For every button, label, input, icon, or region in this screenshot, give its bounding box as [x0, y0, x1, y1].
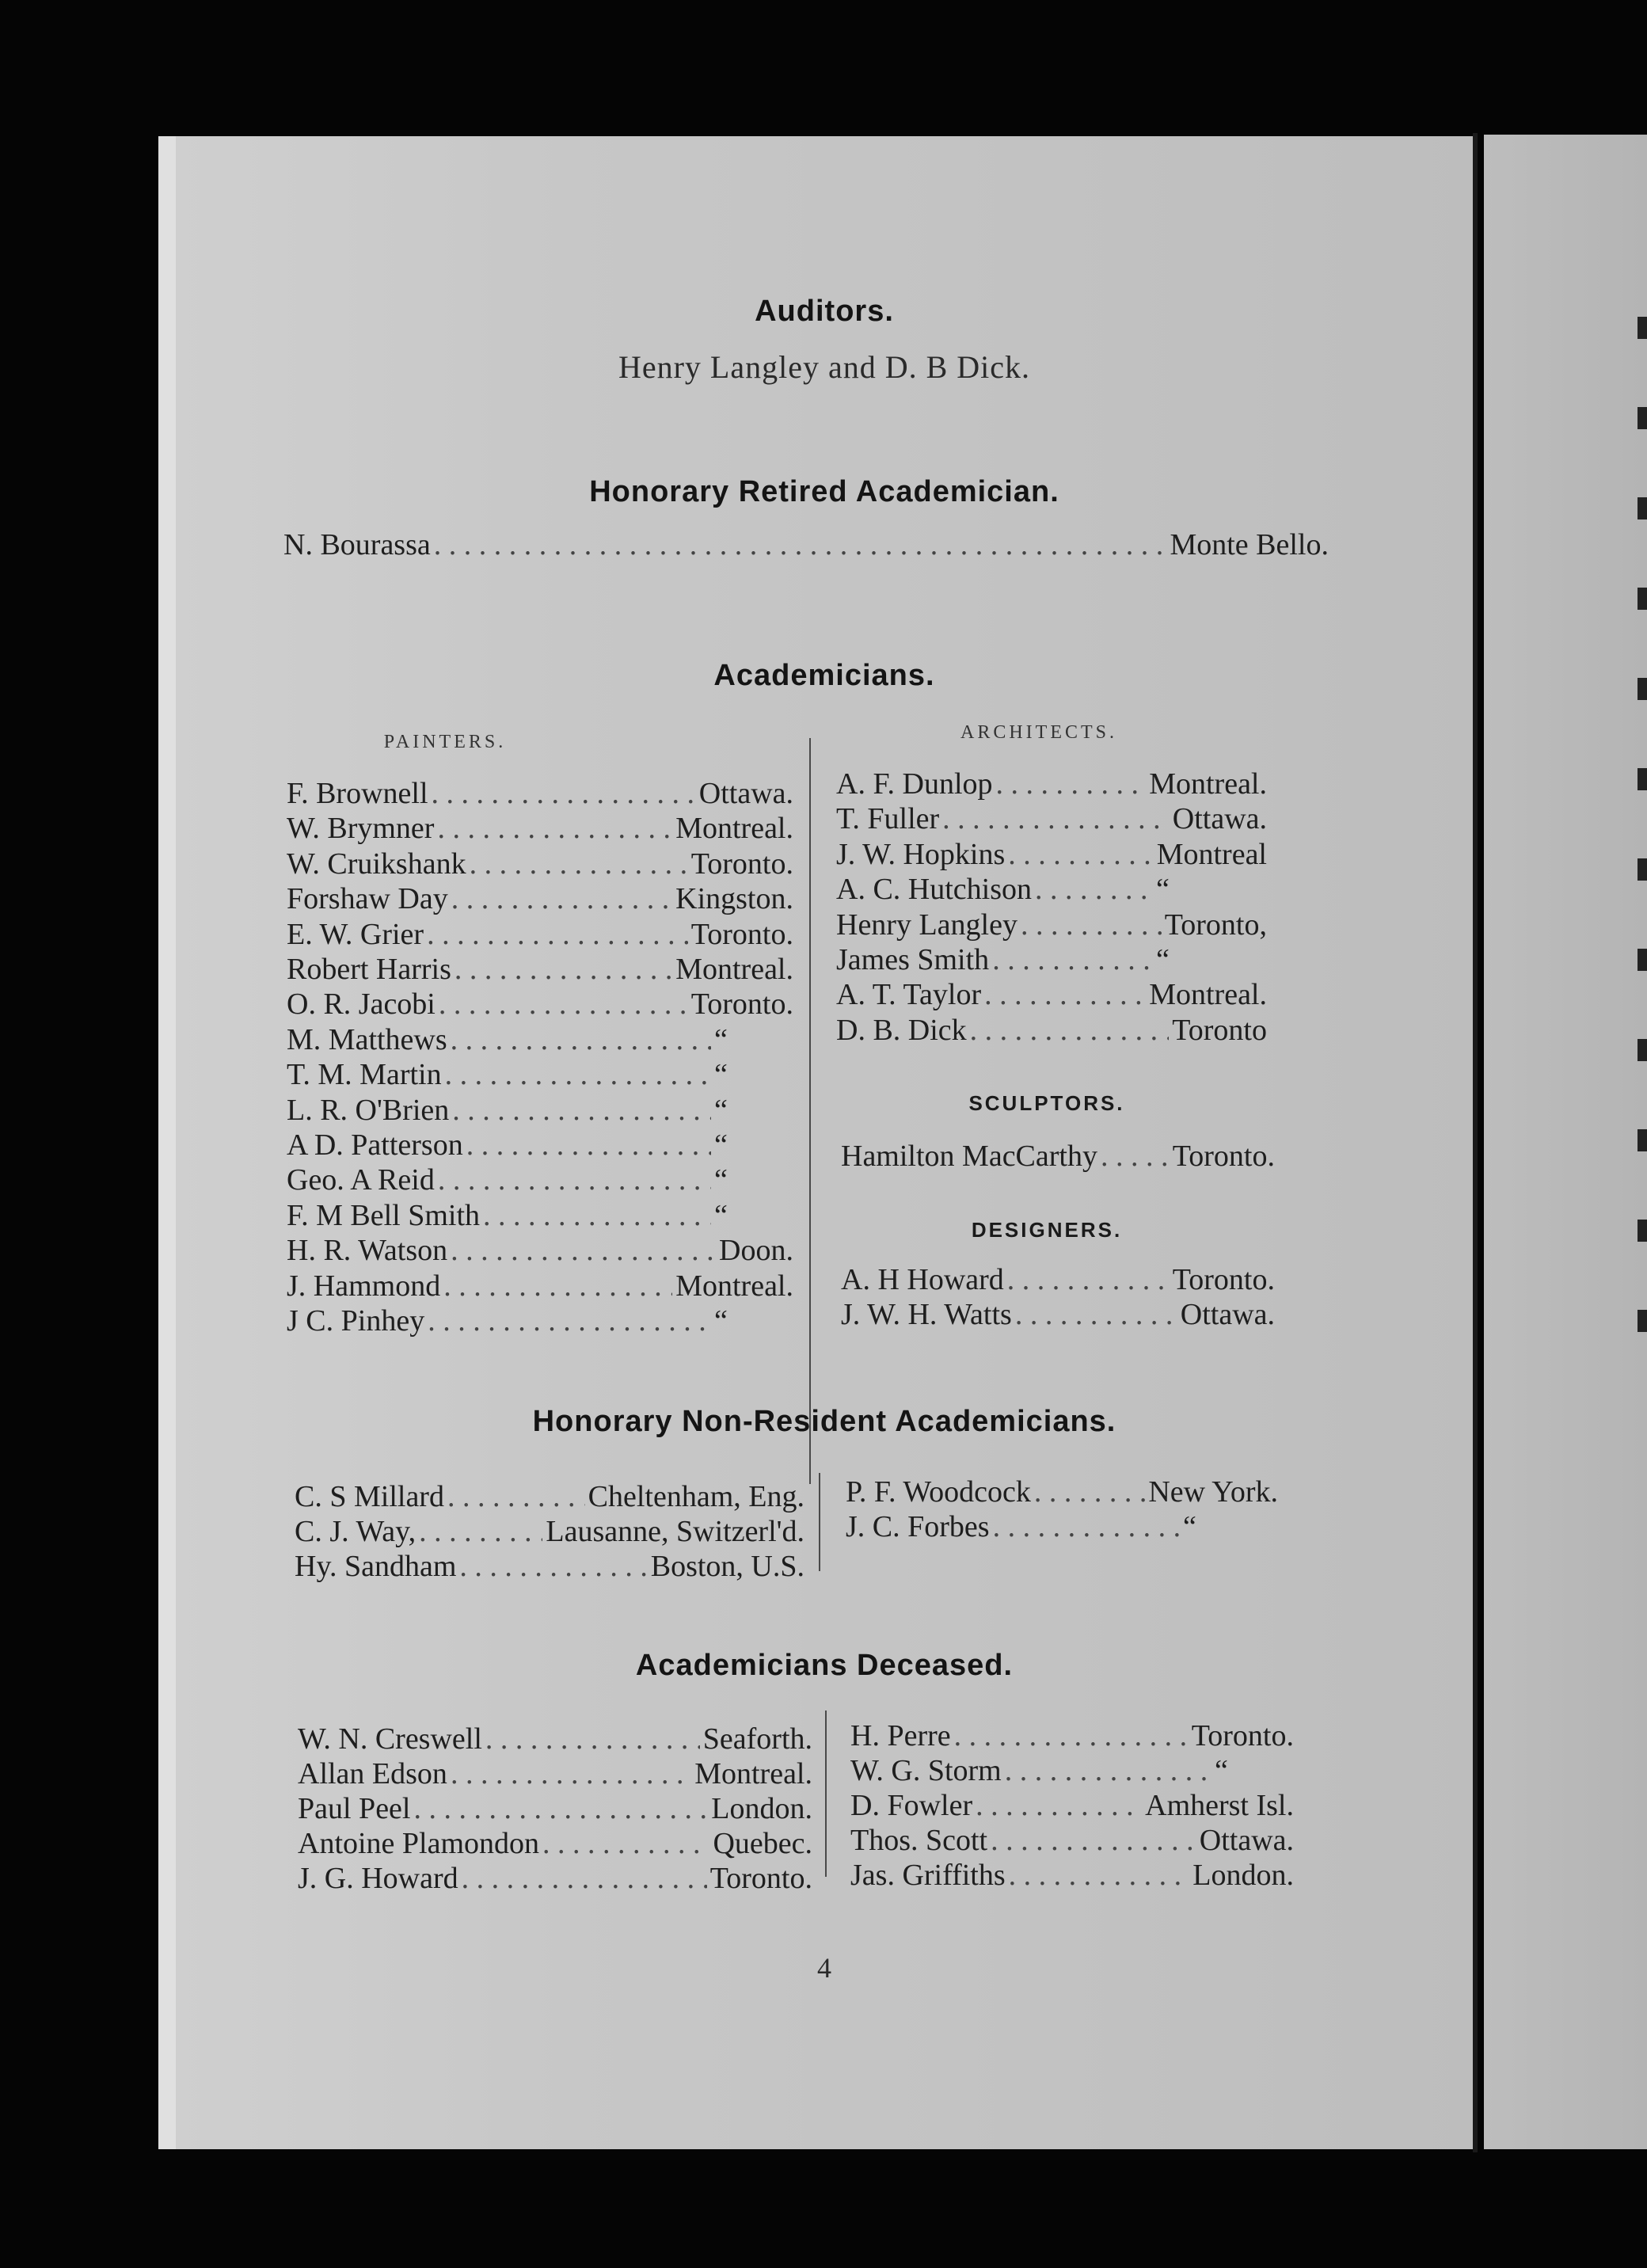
entry-name: J. C. Forbes — [846, 1510, 990, 1543]
entry-name: E. W. Grier — [287, 917, 424, 951]
leader-dots — [462, 1861, 707, 1896]
entry-name: Thos. Scott — [850, 1824, 988, 1857]
entry-name: J. W. Hopkins — [836, 837, 1006, 871]
list-item — [850, 1858, 1294, 1893]
list-item — [841, 1297, 1275, 1332]
list-item — [836, 872, 1267, 907]
entry-name: H. R. Watson — [287, 1234, 448, 1268]
leader-dots — [419, 1514, 542, 1549]
list-item — [836, 837, 1267, 872]
list-item — [836, 908, 1267, 942]
list-item — [850, 1823, 1294, 1858]
column-divider — [819, 1473, 820, 1571]
leader-dots — [447, 1479, 585, 1514]
entry-place: Montreal. — [675, 812, 793, 846]
entry-place: New York. — [1148, 1475, 1278, 1509]
document-page — [158, 136, 1473, 2149]
entry-place: Montreal. — [1149, 767, 1267, 801]
list-item — [287, 1128, 793, 1163]
leader-dots — [976, 1788, 1142, 1823]
leader-dots — [459, 1549, 647, 1584]
entry-name: M. Matthews — [287, 1022, 447, 1056]
leader-dots — [996, 767, 1147, 801]
entry-place: “ — [1156, 873, 1170, 907]
entry-name: Geo. A Reid — [287, 1163, 435, 1197]
list-item — [850, 1788, 1294, 1823]
entry-name: C. J. Way, — [295, 1515, 417, 1548]
entry-place: London. — [1192, 1859, 1294, 1892]
entry-place: Montreal. — [694, 1757, 812, 1790]
deceased-title: Academicians Deceased. — [635, 1649, 1014, 1682]
list-item — [850, 1718, 1294, 1753]
entry-place: Toronto, — [1164, 908, 1267, 942]
entry-name: W. Brymner — [287, 812, 435, 846]
leader-dots — [991, 1823, 1196, 1858]
entry-place: Toronto. — [690, 987, 793, 1022]
leader-dots — [542, 1826, 709, 1861]
leader-dots — [439, 987, 688, 1022]
list-item — [841, 1139, 1275, 1174]
list-item — [836, 1013, 1267, 1048]
entry-name: A D. Patterson — [287, 1128, 463, 1162]
list-item — [298, 1861, 812, 1896]
entry-place: Toronto. — [1191, 1719, 1294, 1752]
list-item — [298, 1756, 812, 1791]
leader-dots — [443, 1269, 672, 1303]
entry-place: “ — [714, 1058, 728, 1092]
entry-name: Forshaw Day — [287, 882, 448, 916]
entry-name: J. Hammond — [287, 1269, 441, 1303]
entry-name: Allan Edson — [298, 1757, 447, 1790]
leader-dots — [485, 1722, 700, 1756]
leader-dots — [1007, 1262, 1170, 1297]
sculptors-heading: SCULPTORS. — [968, 1091, 1125, 1115]
entry-name: N. Bourassa — [283, 528, 431, 561]
entry-place: Boston, U.S. — [650, 1550, 804, 1583]
list-item — [836, 977, 1267, 1012]
list-item — [287, 1093, 793, 1128]
leader-dots — [432, 776, 696, 811]
entry-place: Ottawa. — [1172, 802, 1267, 836]
entry-place: Kingston. — [675, 882, 793, 916]
entry-name: D. Fowler — [850, 1789, 973, 1822]
architects-heading: ARCHITECTS. — [960, 722, 1117, 743]
leader-dots — [1101, 1139, 1170, 1174]
leader-dots — [434, 527, 1167, 562]
entry-name: F. Brownell — [287, 777, 428, 810]
leader-dots — [451, 1756, 691, 1791]
entry-name: James Smith — [836, 943, 990, 976]
entry-name: A. H Howard — [841, 1263, 1004, 1296]
page-gutter — [1473, 133, 1478, 2152]
entry-name: J C. Pinhey — [287, 1304, 425, 1338]
entry-place: Toronto. — [690, 847, 793, 881]
list-item — [836, 767, 1267, 801]
list-item — [841, 1262, 1275, 1297]
leader-dots — [437, 811, 672, 846]
list-item — [295, 1549, 804, 1584]
list-item — [287, 917, 793, 952]
leader-dots — [427, 917, 688, 952]
entry-name: Hy. Sandham — [295, 1550, 457, 1583]
list-item — [850, 1753, 1294, 1788]
entry-name: A. T. Taylor — [836, 978, 982, 1012]
entry-place: London. — [711, 1792, 812, 1825]
list-item — [846, 1475, 1278, 1509]
entry-place: Montreal. — [675, 1269, 793, 1303]
entry-place: Monte Bello. — [1170, 528, 1329, 561]
list-item — [287, 952, 793, 987]
leader-dots — [466, 1128, 711, 1163]
leader-dots — [984, 977, 1146, 1012]
leader-dots — [1015, 1297, 1177, 1332]
entry-name: Hamilton MacCarthy — [841, 1140, 1097, 1173]
entry-place: Toronto. — [690, 917, 793, 951]
list-item — [298, 1791, 812, 1826]
entry-place: Seaforth. — [702, 1722, 812, 1756]
painters-heading: PAINTERS. — [383, 732, 507, 752]
leader-dots — [1008, 837, 1153, 872]
entry-name: H. Perre — [850, 1719, 951, 1752]
leader-dots — [470, 847, 688, 881]
leader-dots — [1021, 908, 1162, 942]
list-item — [287, 1022, 793, 1057]
list-item — [287, 1163, 793, 1197]
honorary-retired-title: Honorary Retired Academician. — [589, 475, 1059, 508]
list-item — [295, 1514, 804, 1549]
leader-dots — [954, 1718, 1189, 1753]
entry-name: Robert Harris — [287, 953, 451, 986]
leader-dots — [413, 1791, 708, 1826]
entry-place: Toronto. — [1172, 1263, 1275, 1296]
list-item — [287, 881, 793, 916]
designers-heading: DESIGNERS. — [971, 1218, 1123, 1242]
list-item — [298, 1826, 812, 1861]
entry-place: Montreal — [1156, 837, 1267, 871]
leader-dots — [445, 1057, 711, 1092]
entry-place: Montreal. — [1149, 978, 1267, 1012]
entry-place: Quebec. — [713, 1827, 812, 1860]
entry-name: Paul Peel — [298, 1792, 411, 1825]
entry-name: F. M Bell Smith — [287, 1198, 481, 1232]
entry-place: Ottawa. — [698, 777, 793, 810]
leader-dots — [428, 1303, 711, 1338]
leader-dots — [1034, 1475, 1145, 1509]
column-divider — [825, 1711, 827, 1877]
entry-place: “ — [714, 1304, 728, 1338]
entry-place: Toronto. — [709, 1862, 812, 1895]
entry-name: L. R. O'Brien — [287, 1093, 450, 1127]
entry-place: Toronto — [1172, 1013, 1267, 1047]
entry-name: A. F. Dunlop — [836, 767, 993, 801]
leader-dots — [455, 952, 672, 987]
entry-name: O. R. Jacobi — [287, 987, 436, 1022]
entry-place: Cheltenham, Eng. — [588, 1480, 804, 1513]
entry-name: J. G. Howard — [298, 1862, 458, 1895]
leader-dots — [451, 881, 672, 916]
entry-place: Ottawa. — [1180, 1298, 1275, 1332]
leader-dots — [942, 801, 1170, 836]
entry-name: T. Fuller — [836, 802, 940, 836]
entry-name: Antoine Plamondon — [298, 1827, 540, 1860]
list-item — [287, 811, 793, 846]
facing-page — [1484, 135, 1647, 2149]
list-item — [298, 1722, 812, 1756]
leader-dots — [1035, 872, 1153, 907]
list-item — [287, 987, 793, 1022]
entry-place: Lausanne, Switzerl'd. — [546, 1515, 804, 1548]
entry-place: “ — [714, 1022, 728, 1056]
entry-name: A. C. Hutchison — [836, 873, 1032, 907]
list-item — [836, 801, 1267, 836]
leader-dots — [1005, 1753, 1211, 1788]
leader-dots — [483, 1198, 711, 1233]
list-item — [283, 527, 1329, 562]
entry-place: “ — [714, 1093, 728, 1127]
list-item — [287, 1269, 793, 1303]
list-item — [846, 1509, 1278, 1544]
page-number: 4 — [817, 1952, 831, 1984]
auditors-names: Henry Langley and D. B Dick. — [618, 349, 1031, 385]
entry-place: “ — [714, 1128, 728, 1162]
list-item — [836, 942, 1267, 977]
entry-name: W. G. Storm — [850, 1754, 1002, 1787]
entry-name: D. B. Dick — [836, 1013, 967, 1047]
entry-name: J. W. H. Watts — [841, 1298, 1012, 1332]
list-item — [287, 1057, 793, 1092]
entry-place: Montreal. — [675, 953, 793, 986]
list-item — [287, 1233, 793, 1268]
entry-name: P. F. Woodcock — [846, 1475, 1031, 1509]
entry-place: “ — [1156, 943, 1170, 976]
entry-place: Amherst Isl. — [1145, 1789, 1294, 1822]
facing-page-text-edge — [1637, 317, 1647, 1425]
entry-place: Ottawa. — [1199, 1824, 1294, 1857]
academicians-title: Academicians. — [713, 659, 935, 692]
honorary-non-resident-title: Honorary Non-Resident Academicians. — [532, 1405, 1116, 1438]
leader-dots — [451, 1022, 711, 1057]
entry-name: Jas. Griffiths — [850, 1859, 1006, 1892]
list-item — [287, 847, 793, 881]
list-item — [287, 1198, 793, 1233]
leader-dots — [1009, 1858, 1190, 1893]
entry-place: Toronto. — [1172, 1140, 1275, 1173]
leader-dots — [451, 1233, 716, 1268]
entry-place: “ — [714, 1198, 728, 1232]
entry-place: Doon. — [719, 1234, 793, 1268]
list-item — [287, 1303, 793, 1338]
leader-dots — [438, 1163, 711, 1197]
auditors-title: Auditors. — [755, 295, 894, 328]
leader-dots — [452, 1093, 711, 1128]
entry-place: “ — [714, 1163, 728, 1197]
list-item — [295, 1479, 804, 1514]
entry-place: “ — [1215, 1754, 1228, 1787]
leader-dots — [993, 1509, 1180, 1544]
list-item — [287, 776, 793, 811]
entry-place: “ — [1183, 1510, 1196, 1543]
entry-name: Henry Langley — [836, 908, 1017, 942]
entry-name: W. Cruikshank — [287, 847, 466, 881]
column-divider — [809, 738, 811, 1484]
entry-name: C. S Millard — [295, 1480, 444, 1513]
leader-dots — [970, 1013, 1170, 1048]
entry-name: W. N. Creswell — [298, 1722, 482, 1756]
entry-name: T. M. Martin — [287, 1058, 442, 1092]
leader-dots — [992, 942, 1153, 977]
